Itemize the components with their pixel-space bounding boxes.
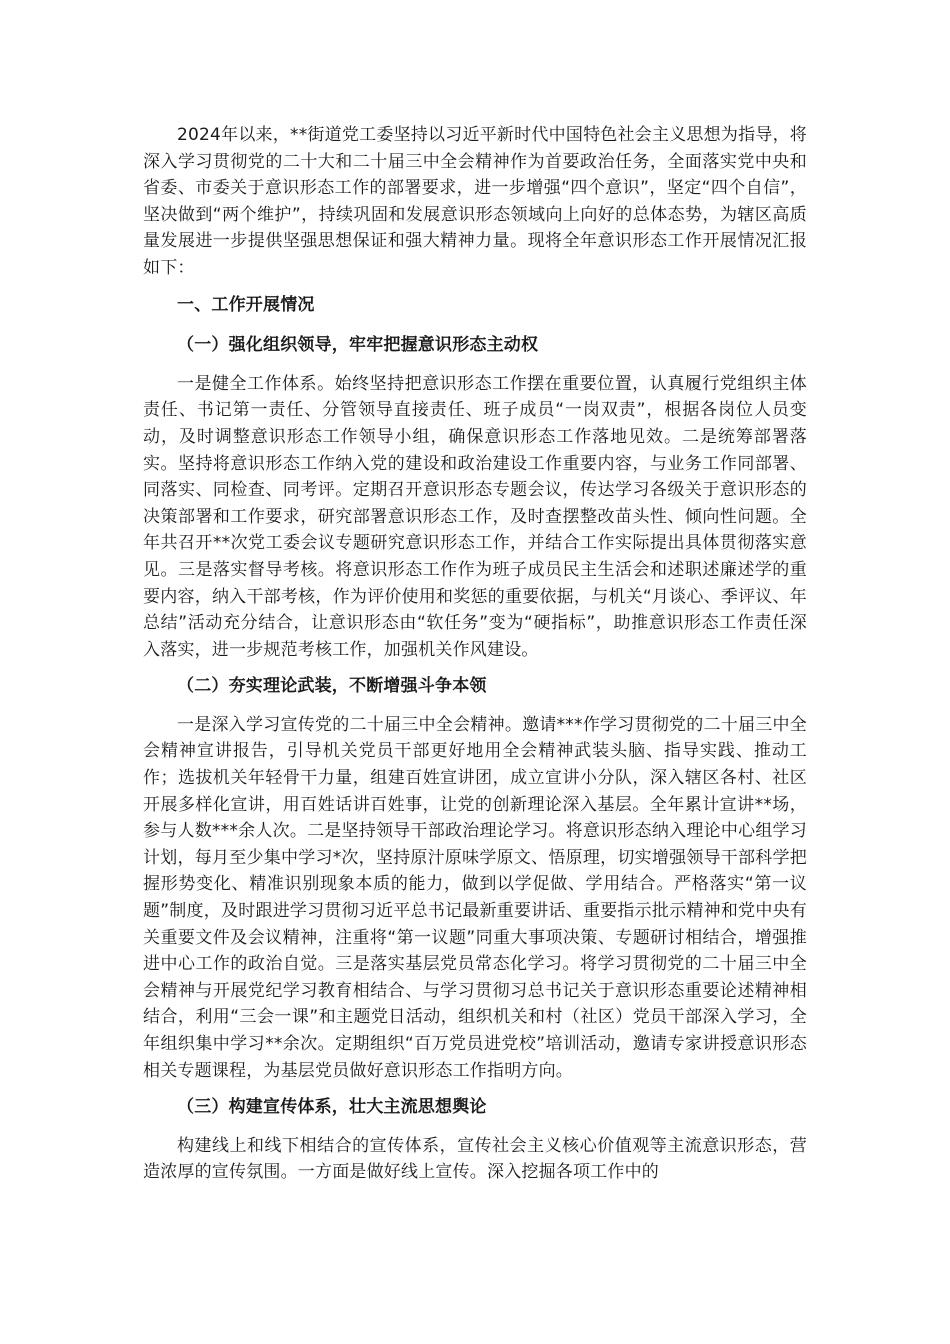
subsection-1-paragraph: 一是健全工作体系。始终坚持把意识形态工作摆在重要位置，认真履行党组织主体责任、书记第一责任、分管领导直接责任、班子成员“一岗双责”，根据各岗位人员变动，及时调整意识形态工作领导小组，确保意识形态工作落地见效。二是统筹部署落实。坚持将意识形态工作纳入党的建设和政治建设工作重要内容，与业务工作同部署、同落实、同检查、同考评。定期召开意识形态专题会议，传达学习各级关于意识形态的决策部署和工作要求，研究部署意识形态工作，及时查摆整改苗头性、倾向性问题。全年共召开**次党工委会议专题研究意识形态工作，并结合工作实际提出具体贯彻落实意见。三是落实督导考核。将意识形态工作作为班子成员民主生活会和述职述廉述学的重要内容，纳入干部考核，作为评价使用和奖惩的重要依据，与机关“月谈心、季评议、年总结”活动充分结合，让意识形态由“软任务”变为“硬指标”，助推意识形态工作责任深入落实，进一步规范考核工作，加强机关作风建设。 (143, 373, 807, 660)
subsection-2-heading: （二）夯实理论武装，不断增强斗争本领 (177, 676, 487, 697)
subsection-2-paragraph: 一是深入学习宣传党的二十届三中全会精神。邀请***作学习贯彻党的二十届三中全会精神宣讲报告，引导机关党员干部更好地用全会精神武装头脑、指导实践、推动工作；选拔机关年轻骨干力量，组建百姓宣讲团，成立宣讲小分队，深入辖区各村、社区开展多样化宣讲，用百姓话讲百姓事，让党的创新理论深入基层。全年累计宣讲**场，参与人数***余人次。二是坚持领导干部政治理论学习。将意识形态纳入理论中心组学习计划，每月至少集中学习*次，坚持原汁原味学原文、悟原理，切实增强领导干部科学把握形势变化、精准识别现象本质的能力，做到以学促做、学用结合。严格落实“第一议题”制度，及时跟进学习贯彻习近平总书记最新重要讲话、重要指示批示精神和党中央有关重要文件及会议精神，注重将“第一议题”同重大事项决策、专题研讨相结合，增强推进中心工作的政治自觉。三是落实基层党员常态化学习。将学习贯彻党的二十届三中全会精神与开展党纪学习教育相结合、与学习贯彻习总书记关于意识形态重要论述精神相结合，利用“三会一课”和主题党日活动，组织机关和村（社区）党员干部深入学习，全年组织集中学习**余次。定期组织“百万党员进党校”培训活动，邀请专家讲授意识形态相关专题课程，为基层党员做好意识形态工作指明方向。 (143, 714, 807, 1081)
subsection-3-paragraph: 构建线上和线下相结合的宣传体系，宣传社会主义核心价值观等主流意识形态，营造浓厚的宣传氛围。一方面是做好线上宣传。深入挖掘各项工作中的 (143, 1135, 807, 1183)
subsection-3-heading: （三）构建宣传体系，壮大主流思想舆论 (177, 1097, 487, 1118)
section-1-heading: 一、工作开展情况 (177, 294, 315, 315)
subsection-1-heading: （一）强化组织领导，牢牢把握意识形态主动权 (177, 335, 539, 356)
intro-paragraph: 2024年以来，**街道党工委坚持以习近平新时代中国特色社会主义思想为指导，将深入学习贯彻党的二十大和二十届三中全会精神作为首要政治任务，全面落实党中央和省委、市委关于意识形态工作的部署要求，进一步增强“四个意识”，坚定“四个自信”，坚决做到“两个维护”，持续巩固和发展意识形态领域向上向好的总体态势，为辖区高质量发展进一步提供坚强思想保证和强大精神力量。现将全年意识形态工作开展情况汇报如下： (143, 125, 807, 278)
document-page (143, 122, 807, 1186)
